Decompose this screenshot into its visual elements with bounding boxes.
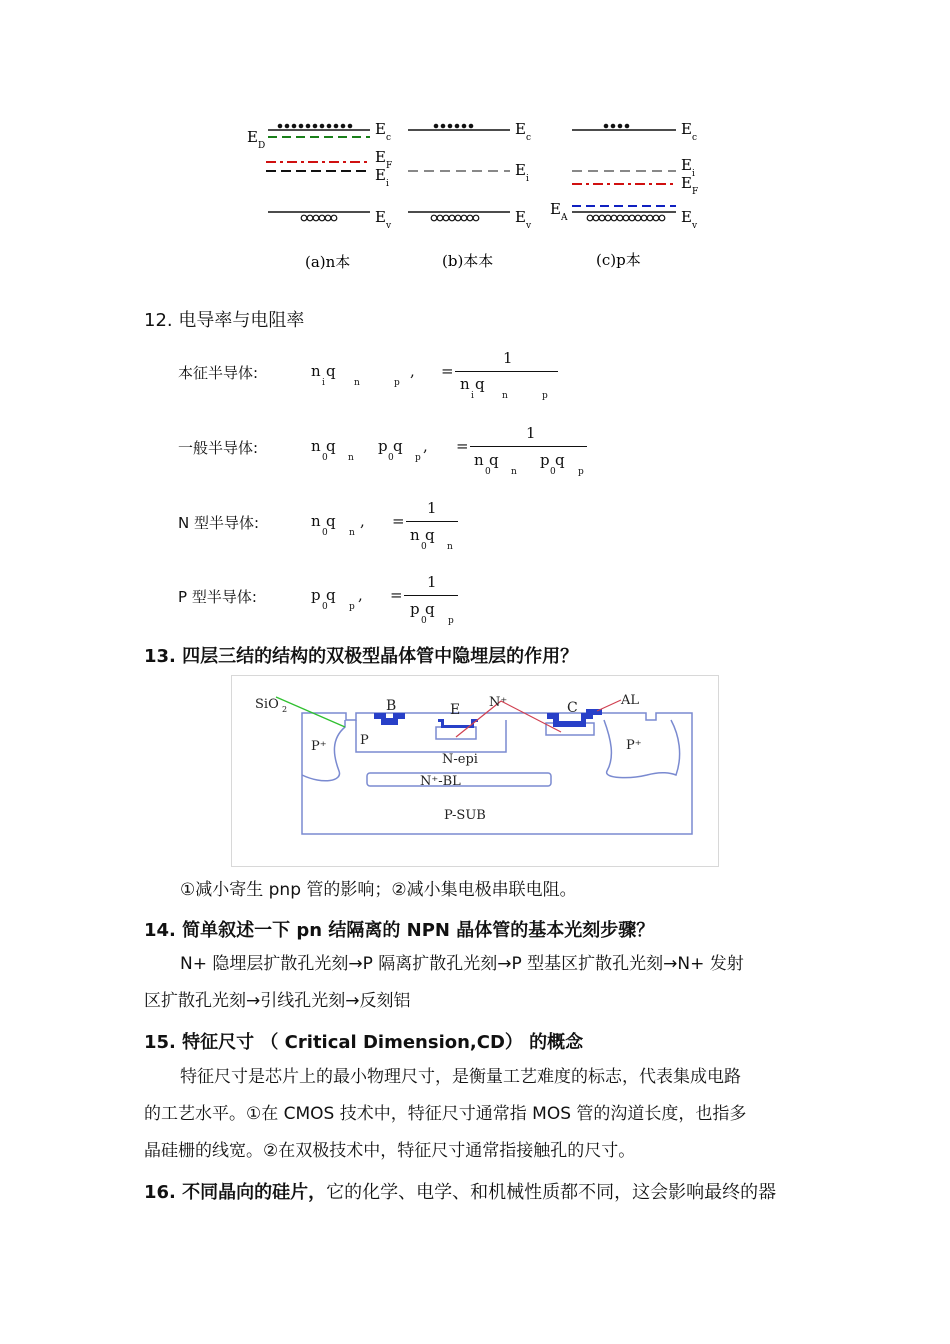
sub: n: [349, 528, 355, 538]
label-emitter: E: [450, 702, 461, 718]
s14-line-2: 区扩散孔光刻→引线孔光刻→反刻铝: [144, 991, 411, 1011]
sym: q: [326, 512, 336, 530]
label-ev-sub: v: [526, 221, 532, 231]
sym: q: [555, 451, 565, 469]
label-n-plus: N⁺: [489, 695, 508, 710]
sub: i: [322, 378, 325, 388]
sub: n: [348, 453, 354, 463]
sub: 0: [485, 467, 491, 477]
band-diagram: [230, 110, 720, 280]
s16-heading-rest: 它的化学、电学、和机械性质都不同，这会影响最终的器: [326, 1182, 777, 1203]
label-ec-sub: c: [692, 133, 698, 143]
label-ef-sub: F: [386, 161, 393, 171]
figure-frame: [232, 676, 719, 867]
sub: 0: [421, 542, 427, 552]
label-ei-sub: i: [526, 174, 529, 184]
equals-sign: =: [392, 512, 405, 530]
numerator: 1: [526, 424, 536, 442]
s13-answer: ①减小寄生 pnp 管的影响；②减小集电极串联电阻。: [180, 880, 577, 900]
label-base: B: [386, 698, 397, 714]
label-ed-sub: D: [258, 141, 266, 151]
label-n-epi: N-epi: [442, 752, 478, 767]
sym: p: [540, 451, 550, 469]
label-ec-sub: c: [386, 133, 392, 143]
sub: p: [578, 467, 584, 477]
sym: ,: [360, 512, 365, 530]
sub: 0: [388, 453, 394, 463]
hole-circles: [301, 215, 337, 221]
sub: i: [471, 391, 474, 401]
formula-label: 本征半导体:: [178, 364, 259, 382]
label-p-plus-left: P⁺: [311, 739, 327, 754]
s15-line-1: 特征尺寸是芯片上的最小物理尺寸，是衡量工艺难度的标志，代表集成电路: [180, 1067, 741, 1087]
sub: p: [542, 391, 548, 401]
band-panel-intrinsic: [408, 120, 532, 270]
label-ei: E: [515, 161, 526, 179]
s15-line-3: 晶硅栅的线宽。②在双极技术中，特征尺寸通常指接触孔的尺寸。: [144, 1141, 636, 1161]
label-ea-sub: A: [561, 213, 568, 223]
electron-dots: [604, 124, 630, 129]
sub: n: [502, 391, 508, 401]
fraction-bar: [404, 595, 458, 596]
sym: q: [425, 526, 435, 544]
caption-b: (b)本本: [442, 252, 494, 270]
equals-sign: =: [390, 586, 403, 604]
label-ev-sub: v: [692, 221, 698, 231]
formula-label: N 型半导体:: [178, 514, 260, 532]
label-ev-sub: v: [386, 221, 392, 231]
label-ec: E: [515, 120, 526, 138]
sub: 0: [322, 528, 328, 538]
sub: p: [394, 378, 400, 388]
sym: q: [393, 437, 403, 455]
sub: 0: [322, 602, 328, 612]
label-p-base: P: [360, 733, 369, 748]
label-ev: E: [375, 208, 386, 226]
sym: n: [410, 526, 420, 544]
sub: 0: [322, 453, 328, 463]
sub: p: [349, 602, 355, 612]
sub: 0: [421, 616, 427, 626]
label-al: AL: [621, 693, 640, 708]
fraction-bar: [406, 521, 458, 522]
label-ei: E: [681, 156, 692, 174]
sym: ,: [358, 586, 363, 604]
sub: 0: [550, 467, 556, 477]
label-p-plus-right: P⁺: [626, 738, 642, 753]
sym: q: [326, 437, 336, 455]
sub: n: [447, 542, 453, 552]
sym: p: [410, 600, 420, 618]
label-sio2-sub: 2: [282, 705, 288, 714]
s14-line-1: N+ 隐埋层扩散孔光刻→P 隔离扩散孔光刻→P 型基区扩散孔光刻→N+ 发射: [180, 954, 744, 974]
label-ec-sub: c: [526, 133, 532, 143]
numerator: 1: [427, 499, 437, 517]
sym: n: [460, 375, 470, 393]
caption-a: (a)n本: [305, 253, 351, 271]
equals-sign: =: [441, 362, 454, 380]
label-ef: E: [681, 174, 692, 192]
label-ei-sub: i: [692, 169, 695, 179]
label-buried-layer: N⁺-BL: [420, 774, 461, 789]
electron-dots: [278, 124, 353, 129]
s14-heading: 14. 简单叙述一下 pn 结隔离的 NPN 晶体管的基本光刻步骤？: [144, 920, 655, 941]
sym: ,: [410, 362, 415, 380]
sym: p: [378, 437, 388, 455]
sym: n: [311, 512, 321, 530]
sub: n: [354, 378, 360, 388]
s12-heading: 12. 电导率与电阻率: [144, 310, 305, 331]
sym: n: [311, 362, 321, 380]
sym: p: [311, 586, 321, 604]
label-sio2: SiO: [255, 697, 279, 712]
numerator: 1: [503, 349, 513, 367]
band-panel-p: [550, 120, 698, 269]
label-p-sub: P-SUB: [444, 808, 486, 823]
label-collector: C: [567, 700, 578, 716]
sym: ,: [423, 437, 428, 455]
s16-line: [144, 1178, 776, 1204]
label-ea: E: [550, 200, 561, 218]
electron-dots: [434, 124, 474, 129]
label-ef-sub: F: [692, 187, 699, 197]
sym: q: [475, 375, 485, 393]
label-ev: E: [515, 208, 526, 226]
sym: q: [326, 362, 336, 380]
hole-circles: [431, 215, 479, 221]
sub: p: [448, 616, 454, 626]
band-panel-n: [247, 120, 392, 271]
hole-circles: [587, 215, 665, 221]
sym: q: [326, 586, 336, 604]
sym: n: [311, 437, 321, 455]
label-ei-sub: i: [386, 179, 389, 189]
label-ef: E: [375, 148, 386, 166]
formula-label: P 型半导体:: [178, 588, 257, 606]
label-ec: E: [375, 120, 386, 138]
sub: n: [511, 467, 517, 477]
s15-heading: 15. 特征尺寸 （ Critical Dimension,CD） 的概念: [144, 1032, 584, 1053]
s16-heading-bold: 16. 不同晶向的硅片，: [144, 1182, 327, 1203]
label-ev: E: [681, 208, 692, 226]
sub: p: [415, 453, 421, 463]
fraction-bar: [455, 371, 558, 372]
label-ec: E: [681, 120, 692, 138]
fraction-bar: [470, 446, 587, 447]
bjt-cross-section: [231, 675, 719, 867]
sym: q: [489, 451, 499, 469]
equals-sign: =: [456, 437, 469, 455]
s15-line-2: 的工艺水平。①在 CMOS 技术中，特征尺寸通常指 MOS 管的沟道长度，也指多: [144, 1104, 747, 1124]
sym: q: [425, 600, 435, 618]
label-ed: E: [247, 128, 258, 146]
formula-label: 一般半导体:: [178, 439, 259, 457]
s13-heading: 13. 四层三结的结构的双极型晶体管中隐埋层的作用？: [144, 646, 579, 667]
label-ei: E: [375, 166, 386, 184]
numerator: 1: [427, 573, 437, 591]
sym: n: [474, 451, 484, 469]
caption-c: (c)p本: [596, 251, 641, 269]
